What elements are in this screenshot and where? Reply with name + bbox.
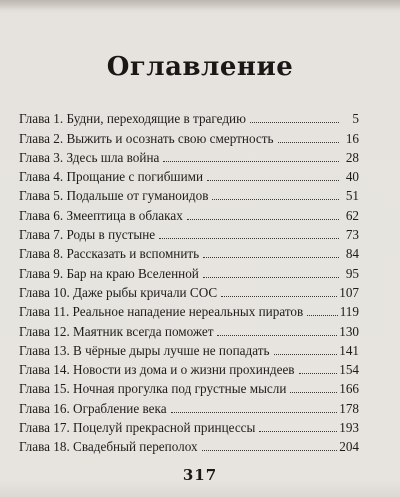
toc-dot-leader	[203, 277, 339, 278]
toc-dot-leader	[221, 296, 337, 297]
toc-entry-title: Глава 18. Свадебный переполох	[19, 439, 198, 455]
toc-entry-page: 154	[339, 362, 359, 378]
toc-entry-page: 84	[345, 246, 359, 262]
page-title: Оглавление	[106, 52, 294, 82]
toc-entry	[19, 300, 359, 319]
toc-entry	[19, 203, 359, 222]
table-of-contents	[19, 107, 359, 454]
toc-entry	[19, 261, 359, 280]
toc-entry-title: Глава 6. Змеептица в облаках	[19, 207, 183, 223]
toc-entry-title: Глава 2. Выжить и осознать свою смертность	[19, 130, 274, 146]
toc-entry-title: Глава 15. Ночная прогулка под грустные мысли	[19, 381, 287, 397]
toc-entry-page: 40	[345, 169, 359, 185]
toc-entry-page: 73	[345, 227, 359, 243]
toc-entry-title: Глава 3. Здесь шла война	[19, 149, 160, 165]
toc-dot-leader	[217, 335, 337, 336]
toc-entry-title: Глава 1. Будни, переходящие в трагедию	[19, 111, 246, 127]
toc-entry-title: Глава 4. Прощание с погибшими	[19, 169, 204, 185]
toc-entry-title: Глава 14. Новости из дома и о жизни прохиндеев	[19, 362, 295, 378]
page-top-edge	[0, 0, 400, 10]
toc-entry-page: 204	[339, 439, 359, 455]
toc-entry	[19, 107, 359, 126]
toc-dot-leader	[259, 431, 337, 432]
toc-dot-leader	[212, 199, 339, 200]
toc-entry	[19, 165, 359, 184]
toc-dot-leader	[307, 315, 337, 316]
toc-entry-page: 166	[339, 381, 359, 397]
toc-entry	[19, 242, 359, 261]
toc-entry	[19, 435, 359, 454]
toc-dot-leader	[203, 257, 339, 258]
toc-dot-leader	[163, 161, 339, 162]
toc-dot-leader	[207, 180, 339, 181]
toc-entry-page: 141	[339, 342, 359, 358]
toc-entry	[19, 281, 359, 300]
toc-entry	[19, 416, 359, 435]
toc-entry-title: Глава 8. Рассказать и вспомнить	[19, 246, 200, 262]
toc-entry	[19, 126, 359, 145]
toc-entry	[19, 184, 359, 203]
toc-entry-page: 95	[345, 265, 359, 281]
toc-dot-leader	[187, 219, 339, 220]
page-number: 317	[182, 466, 218, 484]
toc-entry-title: Глава 5. Подальше от гуманоидов	[19, 188, 209, 204]
toc-dot-leader	[171, 412, 338, 413]
toc-dot-leader	[278, 142, 339, 143]
toc-entry-page: 130	[339, 323, 359, 339]
toc-dot-leader	[299, 373, 338, 374]
toc-entry-page: 107	[339, 284, 359, 300]
toc-entry-page: 193	[339, 420, 359, 436]
toc-entry-title: Глава 10. Даже рыбы кричали СОС	[19, 284, 218, 300]
toc-entry-title: Глава 7. Роды в пустыне	[19, 227, 156, 243]
toc-entry-page: 5	[352, 111, 359, 127]
toc-entry-page: 51	[345, 188, 359, 204]
toc-entry	[19, 223, 359, 242]
toc-entry	[19, 319, 359, 338]
toc-entry-page: 16	[345, 130, 359, 146]
toc-entry-page: 178	[339, 400, 359, 416]
toc-dot-leader	[290, 392, 337, 393]
toc-entry	[19, 377, 359, 396]
toc-dot-leader	[202, 450, 338, 451]
toc-dot-leader	[159, 238, 339, 239]
toc-entry-title: Глава 16. Ограбление века	[19, 400, 167, 416]
toc-entry	[19, 339, 359, 358]
toc-entry-title: Глава 9. Бар на краю Вселенной	[19, 265, 199, 281]
toc-entry	[19, 146, 359, 165]
toc-entry-title: Глава 12. Маятник всегда поможет	[19, 323, 214, 339]
toc-entry	[19, 358, 359, 377]
toc-entry-page: 62	[345, 207, 359, 223]
toc-entry-title: Глава 17. Поцелуй прекрасной принцессы	[19, 420, 256, 436]
toc-entry-page: 119	[339, 304, 359, 320]
toc-entry	[19, 396, 359, 415]
toc-entry-title: Глава 13. В чёрные дыры лучше не попадать	[19, 342, 270, 358]
toc-dot-leader	[274, 354, 338, 355]
toc-entry-title: Глава 11. Реальное нападение нереальных пиратов	[19, 304, 304, 320]
toc-dot-leader	[250, 122, 339, 123]
toc-entry-page: 28	[345, 149, 359, 165]
